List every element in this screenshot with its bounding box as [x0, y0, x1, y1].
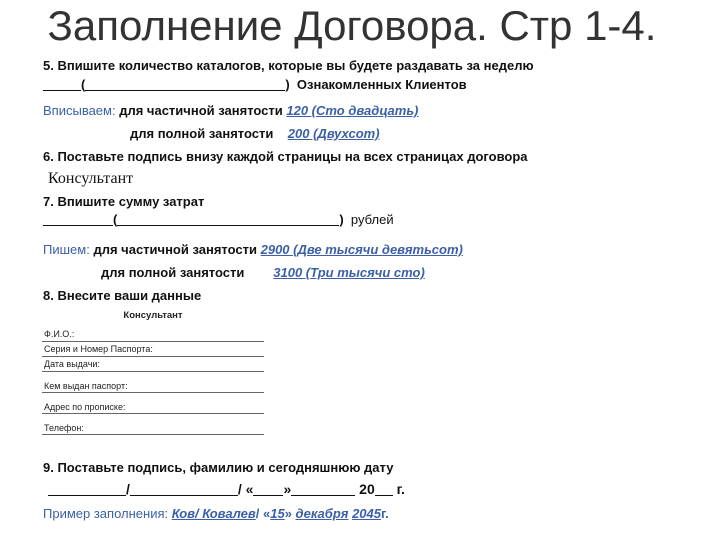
form-field-address[interactable]: Адрес по прописке:	[42, 393, 264, 414]
step7-full-time-row	[101, 265, 425, 280]
example-label: Пример заполнения:	[43, 506, 169, 521]
step5-part-time-row	[43, 103, 418, 118]
form-field-phone[interactable]: Телефон:	[42, 414, 264, 435]
example-year: 2045	[352, 506, 381, 521]
example-year-suffix: г.	[380, 506, 389, 521]
step5-full-time-row	[130, 126, 380, 141]
page-title: Заполнение Договора. Стр 1-4.	[47, 2, 657, 49]
step6-instruction: 6. Поставьте подпись внизу каждой страницы на всех страницах договора	[43, 149, 528, 164]
step5-blank-line: ( ) Ознакомленных Клиентов	[43, 77, 467, 92]
step5-write-label: Вписываем:	[43, 103, 116, 118]
example-day: 15	[270, 506, 285, 521]
step8-instruction: 8. Внесите ваши данные	[43, 288, 202, 303]
form-title: Консультант	[123, 310, 183, 321]
signature-blank[interactable]	[48, 483, 126, 496]
example-month: декабря	[295, 506, 349, 521]
year-suffix: г.	[396, 481, 405, 497]
form-field-issued-by[interactable]: Кем выдан паспорт:	[42, 372, 264, 393]
month-blank[interactable]	[291, 483, 355, 496]
step9-instruction: 9. Поставьте подпись, фамилию и сегодняшнюю дату	[43, 460, 394, 475]
step7-full-time-label: для полной занятости	[101, 265, 245, 280]
cost-amount-words-blank[interactable]	[117, 213, 339, 226]
surname-blank[interactable]	[130, 483, 238, 496]
consultant-signature: Консультант	[48, 170, 134, 187]
step5-full-time-label: для полной занятости	[130, 126, 274, 141]
step5-instruction: 5. Впишите количество каталогов, которые вы будете раздавать за неделю	[43, 58, 534, 73]
step7-full-time-value: 3100 (Три тысячи сто)	[273, 265, 425, 280]
step5-part-time-label: для частичной занятости	[119, 103, 283, 118]
year-prefix: 20	[359, 481, 375, 497]
step7-suffix: рублей	[350, 212, 394, 227]
form-field-passport-number[interactable]: Серия и Номер Паспорта:	[42, 342, 264, 357]
step7-part-time-value: 2900 (Две тысячи девятьсот)	[260, 242, 463, 257]
form-field-fio[interactable]: Ф.И.О.:	[42, 327, 264, 342]
step7-instruction: 7. Впишите сумму затрат	[43, 194, 205, 209]
cost-amount-blank[interactable]	[43, 213, 113, 226]
example-signature: Ков/ Ковалев	[171, 506, 256, 521]
step9-blank-line: / / « » 20 г.	[48, 481, 405, 497]
step7-blank-line: ( ) рублей	[43, 212, 394, 227]
form-field-issue-date[interactable]: Дата выдачи:	[42, 357, 264, 372]
step5-suffix: Ознакомленных Клиентов	[296, 77, 467, 92]
step5-part-time-value: 120 (Сто двадцать)	[286, 103, 419, 118]
step9-example-row: Пример заполнения: Ков/ Ковалев/ «15» декабря 2045г.	[43, 506, 389, 521]
step7-part-time-row	[43, 242, 463, 257]
step5-full-time-value: 200 (Двухсот)	[287, 126, 380, 141]
day-blank[interactable]	[253, 483, 283, 496]
year-blank[interactable]	[375, 483, 393, 496]
step7-part-time-label: для частичной занятости	[93, 242, 257, 257]
step7-write-label: Пишем:	[43, 242, 90, 257]
catalog-count-words-blank[interactable]	[85, 78, 285, 91]
consultant-data-form	[42, 310, 264, 438]
catalog-count-blank[interactable]	[43, 78, 81, 91]
